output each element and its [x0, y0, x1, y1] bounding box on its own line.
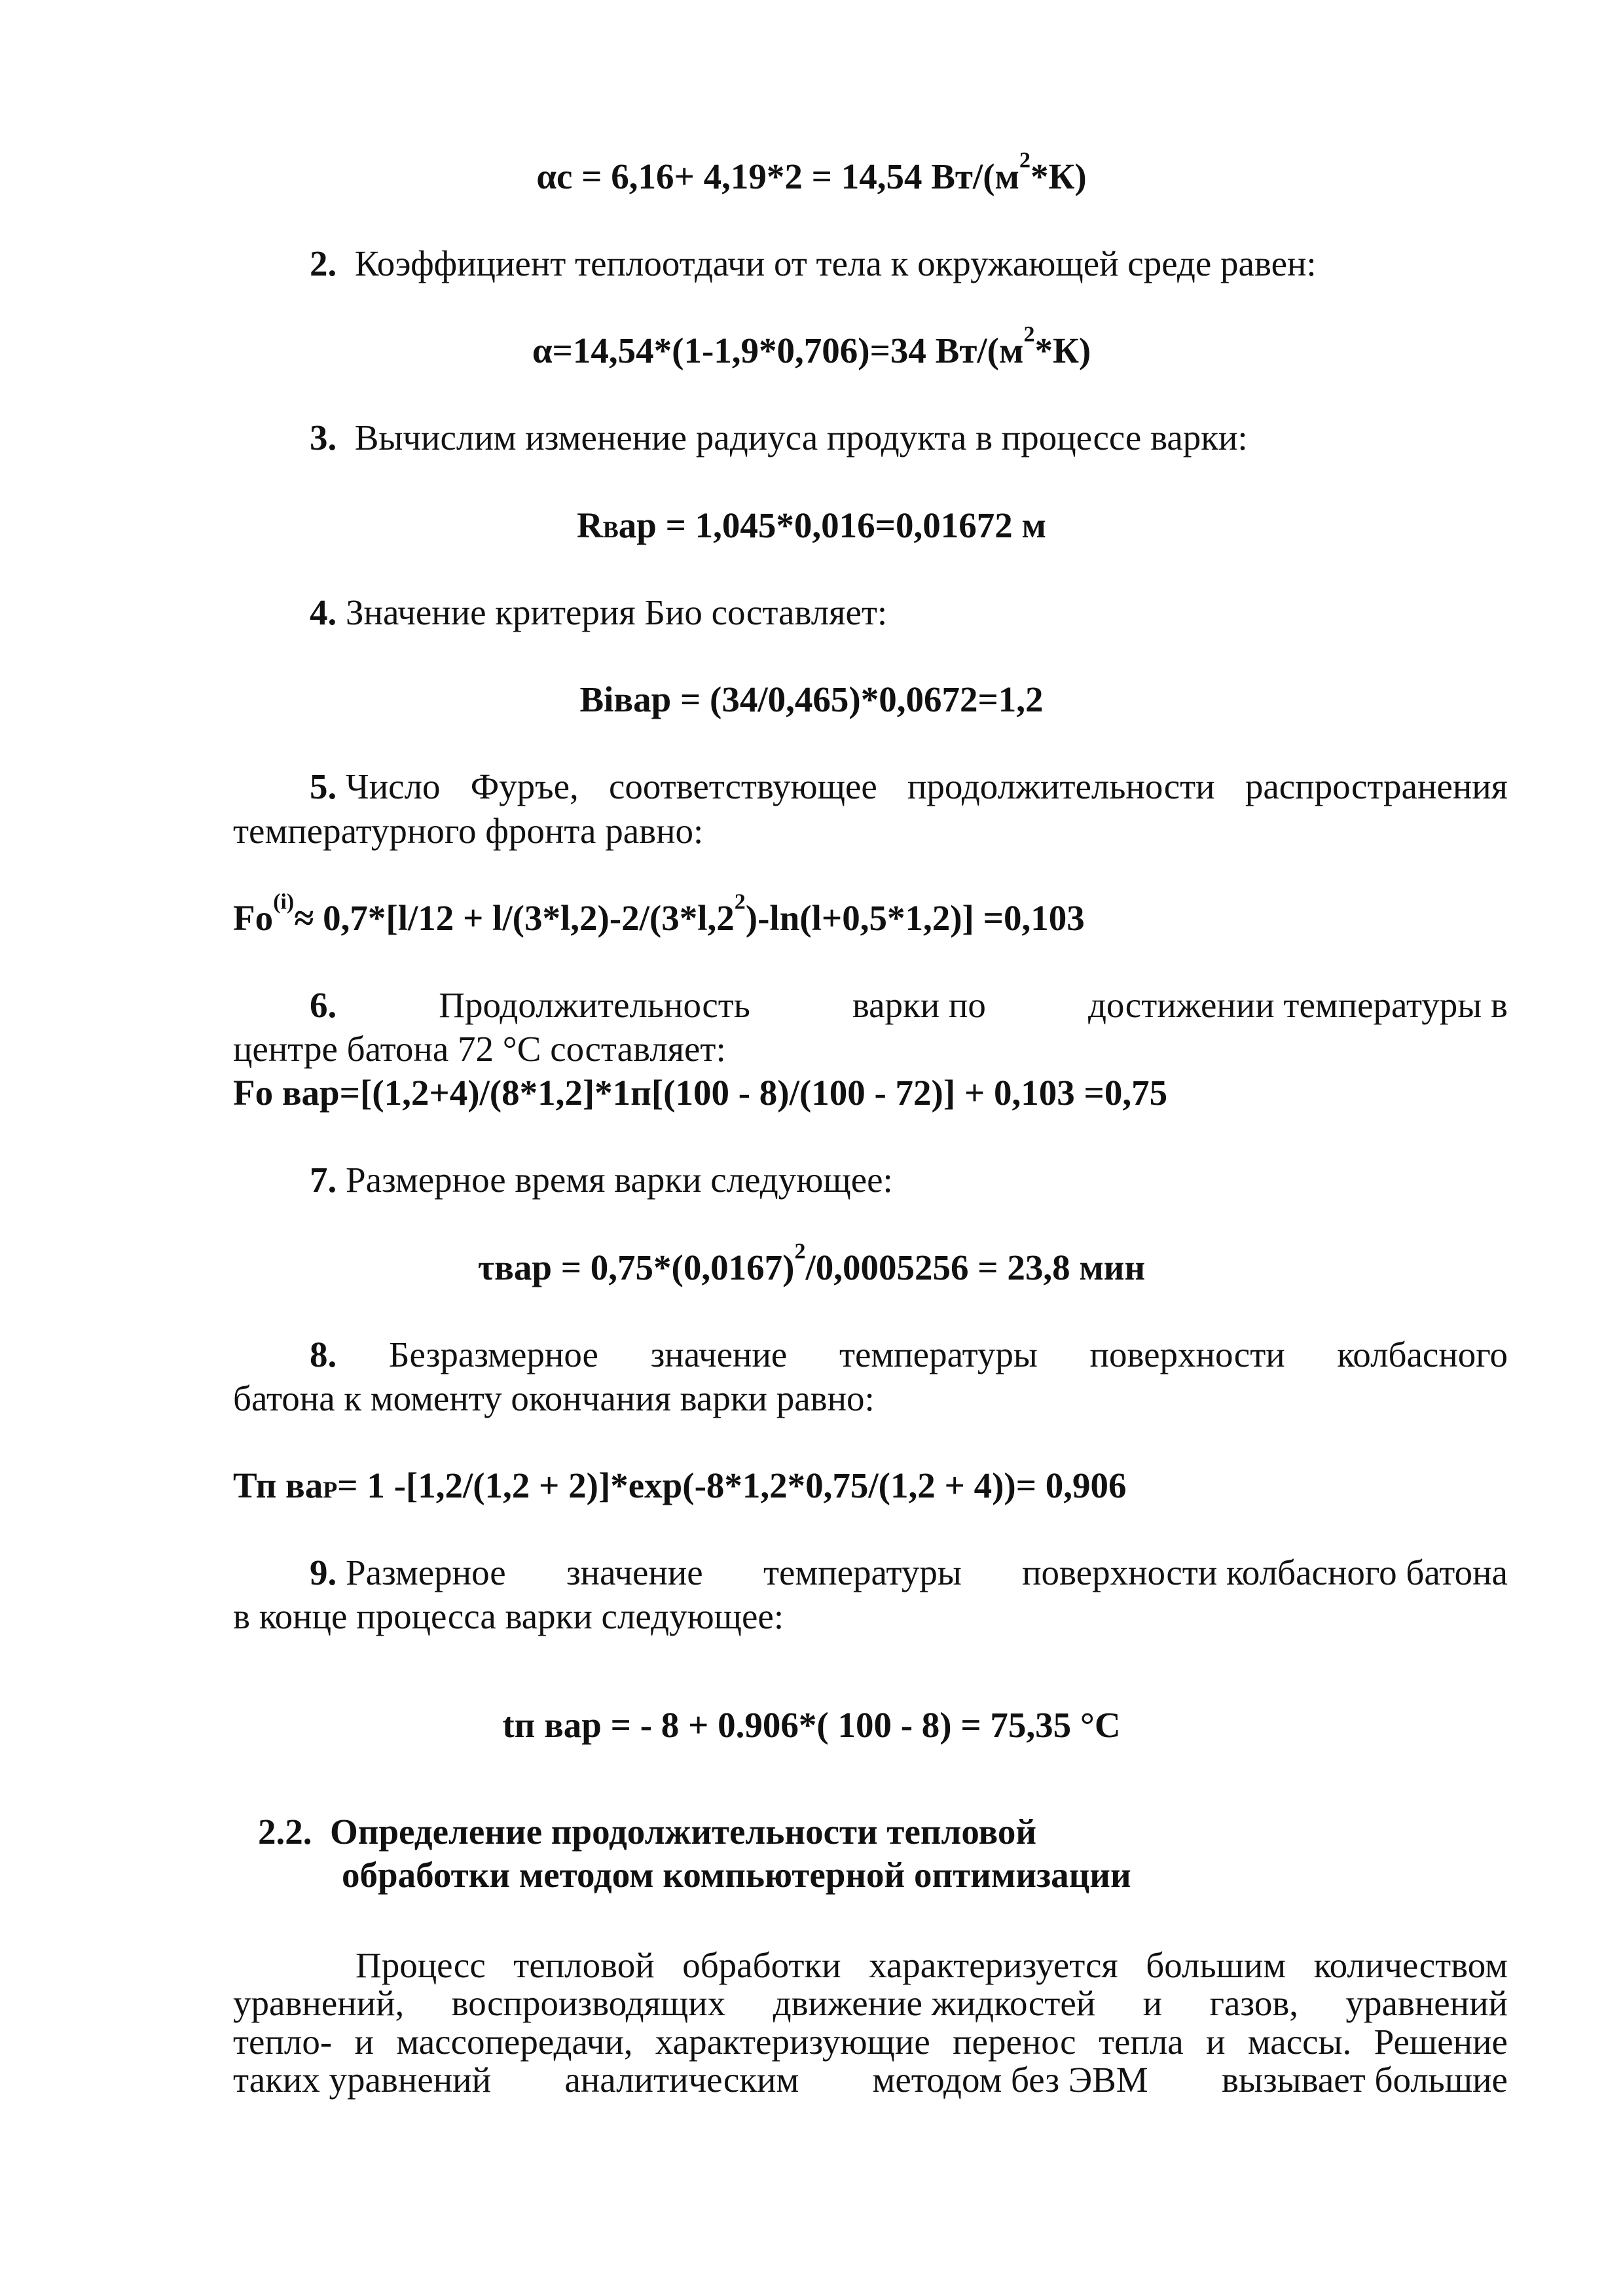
step-5 [310, 765, 1508, 808]
paragraph-word: аналитическим [564, 2060, 799, 2100]
formula-superscript: 2 [1023, 322, 1035, 347]
formula-text: αс = 6,16+ 4,19*2 = 14,54 Вт/(м [536, 156, 1019, 196]
formula-text: ар = 1,045*0,016=0,01672 м [618, 505, 1046, 545]
formula-subscript: В [602, 516, 619, 543]
step-number-with-word [310, 1551, 506, 1594]
step-number: 6. [310, 985, 337, 1025]
step-4 [310, 591, 887, 634]
formula-text: *К) [1030, 156, 1087, 196]
step-9 [310, 1551, 1508, 1594]
step-5-line-2: температурного фронта равно: [233, 811, 704, 851]
paragraph-word: характеризуется [869, 1945, 1118, 1985]
paragraph-word: тепловой [513, 1945, 655, 1985]
step-7 [310, 1158, 893, 1202]
paragraph-word: тепла [1098, 2022, 1184, 2062]
paragraph-line-2 [233, 1982, 1508, 2025]
step-word: значение [650, 1335, 788, 1374]
paragraph-word: уравнений [1345, 1983, 1508, 2023]
step-word: Число [346, 766, 441, 806]
paragraph-word: таких уравнений [233, 2060, 492, 2100]
step-word: поверхности [1089, 1335, 1285, 1374]
step-text: Коэффициент теплоотдачи от тела к окружающей среде равен: [354, 243, 1317, 283]
step-text: Размерное время варки следующее: [346, 1160, 893, 1200]
step-text: Значение критерия Био составляет: [346, 592, 888, 632]
step-2 [310, 242, 1317, 285]
paragraph-word: и [354, 2022, 374, 2062]
step-number-with-word [310, 765, 441, 808]
formula-text: R [577, 505, 603, 545]
step-word: температуры [763, 1552, 962, 1592]
formula-t-surface: tп вар = - 8 + 0.906*( 100 - 8) = 75,35 °C [502, 1705, 1121, 1745]
formula-fo-i [233, 889, 1085, 940]
formula-tau-var [0, 1239, 1623, 1289]
step-text: Вычислим изменение радиуса продукта в процессе варки: [354, 418, 1248, 457]
step-word: распространения [1245, 766, 1508, 806]
step-6 [310, 984, 1508, 1027]
paragraph-word: характеризующие [655, 2022, 930, 2062]
step-word: соответствующее [608, 766, 877, 806]
step-number: 5. [310, 766, 337, 806]
step-word: Фуръе, [470, 766, 579, 806]
step-word: колбасного [1337, 1335, 1508, 1374]
paragraph-word: движение жидкостей [773, 1983, 1096, 2023]
formula-superscript: 2 [1019, 148, 1030, 173]
paragraph-word: массопередачи, [396, 2022, 633, 2062]
paragraph-word: уравнений, [233, 1983, 405, 2023]
step-word: поверхности колбасного батона [1022, 1552, 1508, 1592]
step-8 [310, 1333, 1508, 1376]
paragraph-word: и [1142, 1983, 1163, 2023]
paragraph-word: Процесс [356, 1945, 486, 1985]
step-word: Продолжительность [439, 985, 750, 1025]
formula-text: Тп ва [233, 1465, 323, 1505]
formula-alpha-c [0, 148, 1623, 198]
formula-text: )-ln(l+0,5*1,2)] =0,103 [745, 898, 1085, 938]
paragraph-word: вызывает большие [1222, 2060, 1508, 2100]
formula-tp-var [233, 1464, 1127, 1511]
step-word: продолжительности [907, 766, 1215, 806]
formula-text: α=14,54*(1-1,9*0,706)=34 Вт/(м [532, 331, 1024, 370]
paragraph-word: воспроизводящих [451, 1983, 726, 2023]
step-number: 9. [310, 1552, 337, 1592]
formula-superscript: 2 [794, 1239, 806, 1264]
step-number: 4. [310, 592, 337, 632]
formula-text: ≈ 0,7*[l/12 + l/(3*l,2)-2/(3*l,2 [294, 898, 735, 938]
paragraph-word: перенос [953, 2022, 1076, 2062]
paragraph-word: тепло- [233, 2022, 333, 2062]
step-8-line-2: батона к моменту окончания варки равно: [233, 1378, 875, 1418]
step-word: значение [566, 1552, 703, 1592]
paragraph-word: большим [1146, 1945, 1286, 1985]
formula-superscript: (i) [273, 889, 295, 914]
paragraph-word: Решение [1374, 2022, 1508, 2062]
formula-text: *К) [1034, 331, 1091, 370]
step-6-line-2: центре батона 72 °С составляет: [233, 1029, 726, 1069]
paragraph-word: массы. [1247, 2022, 1352, 2062]
step-word: Безразмерное [388, 1335, 598, 1374]
paragraph-word: и [1206, 2022, 1226, 2062]
step-number: 3. [310, 418, 337, 457]
section-heading [258, 1810, 1036, 1854]
step-number: 2. [310, 243, 337, 283]
paragraph-line-4 [233, 2058, 1508, 2102]
step-9-line-2: в конце процесса варки следующее: [233, 1596, 784, 1636]
step-word: достижении температуры в [1087, 985, 1508, 1025]
step-word: варки по [852, 985, 986, 1025]
formula-text: = 1 -[1,2/(1,2 + 2)]*exp(-8*1,2*0,75/(1,2 + 4))= 0,906 [337, 1465, 1127, 1505]
section-number: 2.2. [258, 1812, 312, 1852]
paragraph-word: количеством [1313, 1945, 1508, 1985]
formula-r-var [0, 504, 1623, 551]
formula-text: /0,0005256 = 23,8 мин [805, 1247, 1146, 1287]
section-title: Определение продолжительности тепловой [330, 1812, 1037, 1852]
formula-superscript: 2 [734, 889, 746, 914]
step-3 [310, 416, 1248, 459]
formula-text: Fo [233, 898, 274, 938]
formula-text: τвар = 0,75*(0,0167) [477, 1247, 795, 1287]
paragraph-word: газов, [1209, 1983, 1299, 2023]
step-word: Размерное [346, 1552, 506, 1592]
formula-bi-var: Biвар = (34/0,465)*0,0672=1,2 [579, 679, 1044, 719]
step-number: 8. [310, 1335, 337, 1374]
paragraph-word: обработки [682, 1945, 841, 1985]
step-word: температуры [839, 1335, 1038, 1374]
paragraph-word: методом без ЭВМ [872, 2060, 1148, 2100]
formula-alpha [0, 322, 1623, 372]
paragraph-line-1 [356, 1944, 1508, 1987]
step-number: 7. [310, 1160, 337, 1200]
formula-subscript: Р [323, 1477, 338, 1503]
section-heading-line-2: обработки методом компьютерной оптимизации [342, 1855, 1131, 1895]
paragraph-line-3 [233, 2020, 1508, 2064]
formula-fo-var: Fo вар=[(1,2+4)/(8*1,2]*1п[(100 - 8)/(100 - 72)] + 0,103 =0,75 [233, 1073, 1168, 1113]
